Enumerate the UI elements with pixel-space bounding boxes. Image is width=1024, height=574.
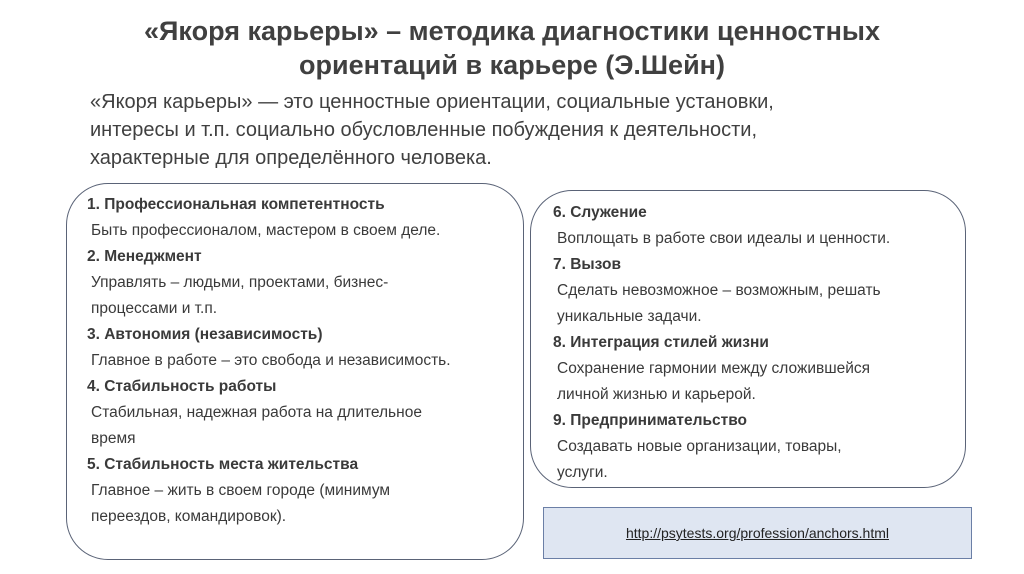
slide-title-line-2: ориентаций в карьере (Э.Шейн) <box>299 50 725 80</box>
anchor-description: Быть профессионалом, мастером в своем деле. <box>91 222 441 239</box>
anchor-title: 2. Менеджмент <box>87 248 202 265</box>
link-box <box>543 507 972 559</box>
anchor-title: 4. Стабильность работы <box>87 378 277 395</box>
intro-line-2: интересы и т.п. социально обусловленные побуждения к деятельности, <box>90 119 758 141</box>
anchor-title: 8. Интеграция стилей жизни <box>553 334 769 351</box>
anchor-description: переездов, командировок). <box>91 508 287 525</box>
anchor-description: процессами и т.п. <box>91 300 218 317</box>
anchor-title: 3. Автономия (независимость) <box>87 326 323 343</box>
anchor-description: личной жизнью и карьерой. <box>557 386 756 403</box>
anchor-description: услуги. <box>557 464 608 481</box>
anchor-description: Воплощать в работе свои идеалы и ценности. <box>557 230 891 247</box>
anchor-title: 9. Предпринимательство <box>553 412 748 429</box>
anchor-description: Главное в работе – это свобода и независимость. <box>91 352 451 369</box>
anchor-title: 1. Профессиональная компетентность <box>87 196 385 213</box>
anchor-description: время <box>91 430 136 447</box>
anchor-title: 6. Служение <box>553 204 647 221</box>
intro-line-3: характерные для определённого человека. <box>90 147 492 169</box>
anchor-title: 5. Стабильность места жительства <box>87 456 359 473</box>
anchor-description: Сохранение гармонии между сложившейся <box>557 360 871 377</box>
anchors-list-left <box>66 183 524 560</box>
anchor-description: Создавать новые организации, товары, <box>557 438 842 455</box>
anchors-list-right <box>530 190 966 488</box>
anchors-items-left <box>87 192 451 530</box>
anchor-description: Управлять – людьми, проектами, бизнес- <box>91 274 389 291</box>
anchor-description: Сделать невозможное – возможным, решать <box>557 282 881 299</box>
anchor-description: уникальные задачи. <box>557 308 702 325</box>
anchor-description: Стабильная, надежная работа на длительное <box>91 404 422 421</box>
intro-line-1: «Якоря карьеры» — это ценностные ориентации, социальные установки, <box>90 91 774 113</box>
psytests-link[interactable]: http://psytests.org/profession/anchors.html <box>625 525 889 541</box>
anchor-title: 7. Вызов <box>553 256 621 273</box>
anchor-description: Главное – жить в своем городе (минимум <box>91 482 391 499</box>
slide-title <box>0 14 1024 82</box>
anchors-items-right <box>553 200 890 486</box>
intro-text <box>90 88 990 172</box>
slide-title-line-1: «Якоря карьеры» – методика диагностики ценностных <box>144 16 880 46</box>
